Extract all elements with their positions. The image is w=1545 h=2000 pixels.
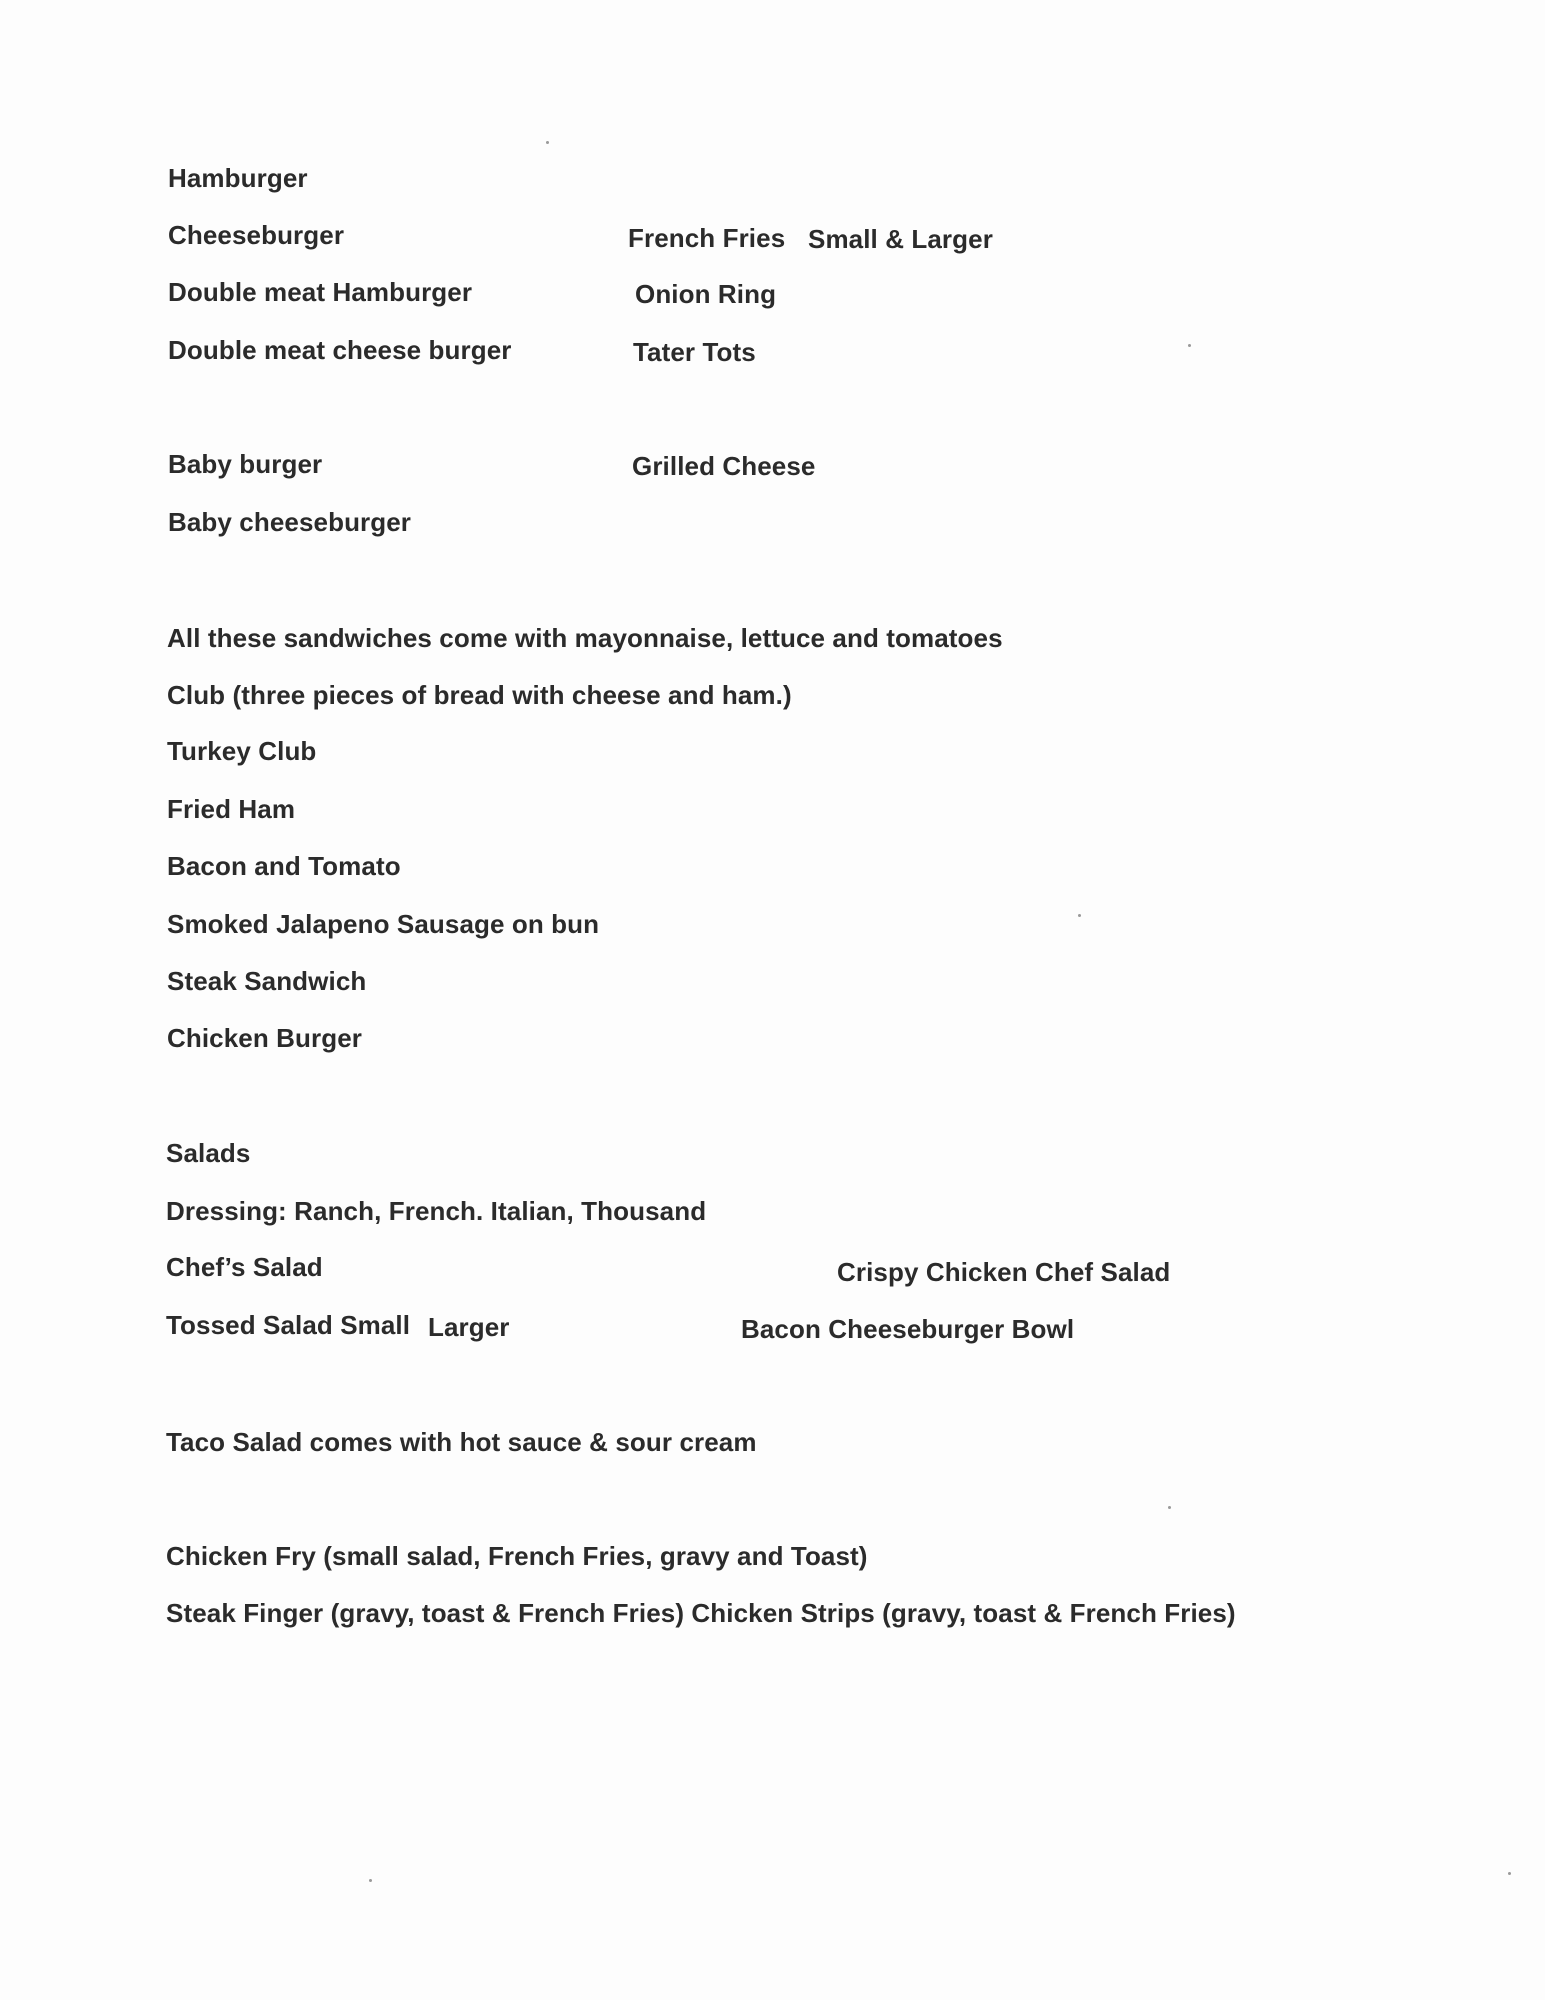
scan-speck bbox=[546, 141, 549, 144]
menu-item-tossed-salad-small: Tossed Salad Small bbox=[166, 1310, 411, 1340]
menu-item-taco-salad: Taco Salad comes with hot sauce & sour cream bbox=[166, 1427, 757, 1457]
sandwich-item: Chicken Burger bbox=[167, 1023, 363, 1053]
menu-item-french-fries: French Fries bbox=[628, 223, 786, 253]
menu-item-tater-tots: Tater Tots bbox=[633, 337, 756, 367]
scan-speck bbox=[1508, 1872, 1511, 1875]
sandwich-item: Fried Ham bbox=[167, 794, 296, 824]
menu-item-baby-burger: Baby burger bbox=[168, 449, 323, 479]
menu-item-grilled-cheese: Grilled Cheese bbox=[632, 451, 816, 481]
menu-item-onion-ring: Onion Ring bbox=[635, 279, 777, 309]
scan-speck bbox=[1168, 1506, 1171, 1509]
menu-item-chicken-fry: Chicken Fry (small salad, French Fries, gravy and Toast) bbox=[166, 1541, 868, 1571]
menu-item-cheeseburger: Cheeseburger bbox=[168, 220, 345, 250]
scan-speck bbox=[369, 1879, 372, 1882]
scan-speck bbox=[1078, 914, 1081, 917]
menu-item-steak-finger-chicken-strips: Steak Finger (gravy, toast & French Fries) Chicken Strips (gravy, toast & French Fries) bbox=[166, 1598, 1236, 1628]
menu-item-double-cheeseburger: Double meat cheese burger bbox=[168, 335, 512, 365]
sandwich-item: Bacon and Tomato bbox=[167, 851, 401, 881]
salad-dressings: Dressing: Ranch, French. Italian, Thousand bbox=[166, 1196, 707, 1226]
sandwich-item: Club (three pieces of bread with cheese and ham.) bbox=[167, 680, 792, 710]
salads-heading: Salads bbox=[166, 1138, 251, 1168]
sandwich-item: Smoked Jalapeno Sausage on bun bbox=[167, 909, 600, 939]
menu-item-chefs-salad: Chef’s Salad bbox=[166, 1252, 323, 1282]
sandwich-item: Turkey Club bbox=[167, 736, 317, 766]
menu-item-crispy-chicken-chef-salad: Crispy Chicken Chef Salad bbox=[837, 1257, 1171, 1287]
menu-item-baby-cheeseburger: Baby cheeseburger bbox=[168, 507, 412, 537]
sandwich-item: Steak Sandwich bbox=[167, 966, 367, 996]
menu-item-fries-sizes: Small & Larger bbox=[808, 224, 993, 254]
menu-item-double-hamburger: Double meat Hamburger bbox=[168, 277, 473, 307]
sandwiches-note: All these sandwiches come with mayonnaise, lettuce and tomatoes bbox=[167, 623, 1003, 653]
menu-item-tossed-salad-larger: Larger bbox=[428, 1312, 510, 1342]
menu-item-bacon-cheeseburger-bowl: Bacon Cheeseburger Bowl bbox=[741, 1314, 1075, 1344]
scan-speck bbox=[1188, 344, 1191, 347]
menu-item-hamburger: Hamburger bbox=[168, 163, 308, 193]
